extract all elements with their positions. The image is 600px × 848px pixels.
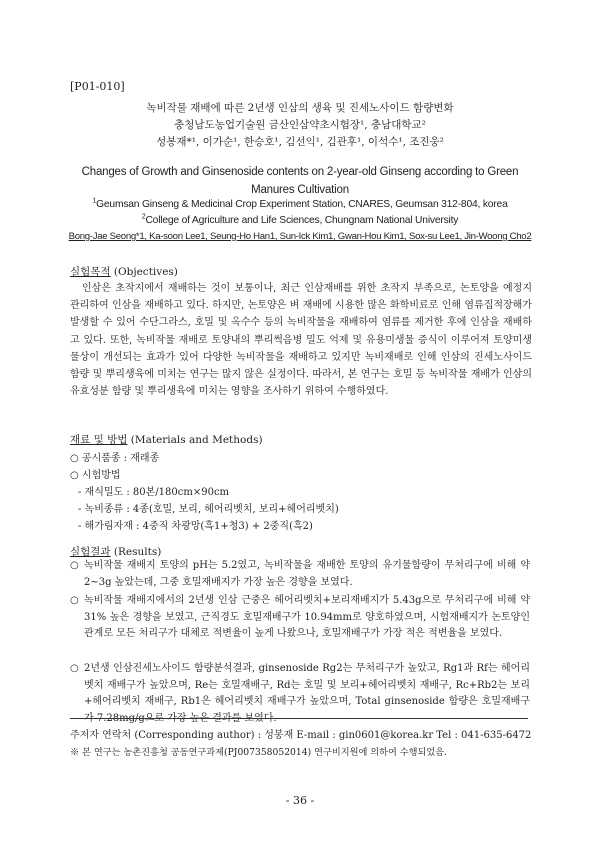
english-affiliation-2-text: College of Agriculture and Life Sciences, Chungnam National University — [145, 215, 459, 226]
corresponding-author: 주저자 연락처 (Corresponding author) : 성봉재 E-mail : gin0601@korea.kr Tel : 041-635-6472 — [70, 730, 532, 741]
english-authors-text: Bong-Jae Seong*1, Ka-soon Lee1, Seung-Ho Han1, Sun-Ick Kim1, Gwan-Hou Kim1, Sox-su Lee1, Jin-Woong Cho2 — [68, 231, 532, 242]
page-number: - 36 - — [285, 794, 315, 807]
methods-item: ○ 시험방법 — [70, 470, 121, 481]
objectives-heading-en: (Objectives) — [110, 266, 178, 278]
korean-affiliation: 충청남도농업기술원 금산인삼약초시험장¹, 충남대학교² — [174, 119, 426, 131]
methods-heading-ko: 재료 및 방법 — [70, 434, 128, 446]
methods-subitem: - 해가림자재 : 4중직 차광망(흑1+청3) + 2중직(흑2) — [78, 521, 313, 532]
bullet-marker: ○ — [70, 663, 79, 674]
objectives-paragraph: 인삼은 초작지에서 재배하는 것이 보통이나, 최근 인삼재배를 위한 초작지 부족으로, 논토양을 예정지 관리하여 인삼을 재배하고 있다. 하지만, 논토양은 벼 재배에 시용한 많은 화학비료로 인해 염류집적장해가 발생할 수 있어 수단그라스, 호밀 및 옥수수 등의 녹비작물을 재배하여 염류를 제거한 후에 인삼을 재배하고 있다. 또한, 녹비작물 재배로 토양내의 뿌리썩음병 밀도 억제 및 유용미생물 증식이 이루어져 토양미생물상이 개선되는 효과가 있어 다양한 녹비작물을 재배하고 있지만 녹비재배로 인해 인삼의 진세노사이드 함량 및 뿌리생육에 미치는 연구는 많지 않은 실정이다. 따라서, 본 연구는 호밀 등 녹비작물 재배가 인삼의 유효성분 함량 및 뿌리생육에 미치는 영향을 조사하기 위하여 수행하였다. — [70, 283, 532, 398]
objectives-heading-ko: 실험목적 — [70, 266, 111, 278]
english-title: Changes of Growth and Ginsenoside contents on 2-year-old Ginseng according to Green Manures Cultivation — [81, 166, 519, 196]
korean-title: 녹비작물 재배에 따른 2년생 인삼의 생육 및 진세노사이드 함량변화 — [146, 102, 454, 114]
english-affiliation-1: $^1$Geumsan Ginseng & Medicinal Crop Experiment Station, CNARES, Geumsan 312-804, korea — [92, 197, 508, 210]
results-item-text: 2년생 인삼진세노사이드 함량분석결과, ginsenoside Rg2는 무처리구가 높았고, Rg1과 Rf는 헤어리벳치 재배구가 높았으며, Re는 호밀재배구, Rd는 호밀 및 보리+헤어리벳치 재배구, Rc+Rb2는 보리+헤어리벳치 재배구, Rb1은 헤어리벳치 재배구가 높았으며, Total ginsenoside 함량은 호밀재배구가 7.28mg/g으로 가장 높은 결과를 보였다. — [84, 663, 530, 724]
results-item-text: 녹비작물 재배지에서의 2년생 인삼 근중은 헤어리벳치+보리재배지가 5.43g으로 무처리구에 비해 약 31% 높은 경향을 보였고, 근직경도 호밀재배구가 10.94mm로 양호하였으며, 시험재배지가 논토양인 관계로 모든 처리구가 대체로 적변율이 높게 나왔으나, 호밀재배구가 가장 적은 적변율을 보였다. — [84, 595, 530, 640]
methods-heading-en: (Materials and Methods) — [127, 434, 263, 446]
methods-subitem: - 재식밀도 : 80본/180cm×90cm — [78, 487, 230, 498]
methods-subitem: - 녹비종류 : 4종(호밀, 보리, 헤어리벳치, 보리+헤어리벳치) — [78, 504, 339, 515]
english-affiliation-1-text: Geumsan Ginseng & Medicinal Crop Experiment Station, CNARES, Geumsan 312-804, korea — [96, 199, 508, 210]
methods-heading — [70, 432, 263, 447]
results-item — [70, 593, 530, 643]
korean-authors: 성봉재*¹, 이가순¹, 한승호¹, 김선익¹, 김관후¹, 이석수¹, 조진웅² — [156, 136, 444, 148]
english-affiliation-2: $^2$College of Agriculture and Life Sciences, Chungnam National University — [141, 213, 459, 226]
funding-note: ※ 본 연구는 농촌진흥청 공동연구과제(PJ007358052014) 연구비지원에 의하여 수행되었음. — [70, 747, 448, 758]
abstract-code: [P01-010] — [70, 80, 125, 93]
results-item-text: 녹비작물 재배지 토양의 pH는 5.2였고, 녹비작물을 재배한 토양의 유기물함량이 무처리구에 비해 약 2~3g 높았는데, 그중 호밀재배지가 가장 높은 경향을 보였다. — [84, 560, 530, 588]
bullet-marker: ○ — [70, 595, 79, 606]
results-heading-en: (Results) — [110, 546, 162, 558]
objectives-heading — [70, 264, 178, 279]
results-heading-ko: 실험결과 — [70, 546, 111, 558]
english-authors — [60, 231, 540, 242]
bullet-marker: ○ — [70, 560, 79, 571]
footnote-divider — [70, 718, 528, 719]
results-item — [70, 558, 530, 591]
results-heading — [70, 544, 161, 559]
methods-item: ○ 공시품종 : 재래종 — [70, 453, 160, 464]
